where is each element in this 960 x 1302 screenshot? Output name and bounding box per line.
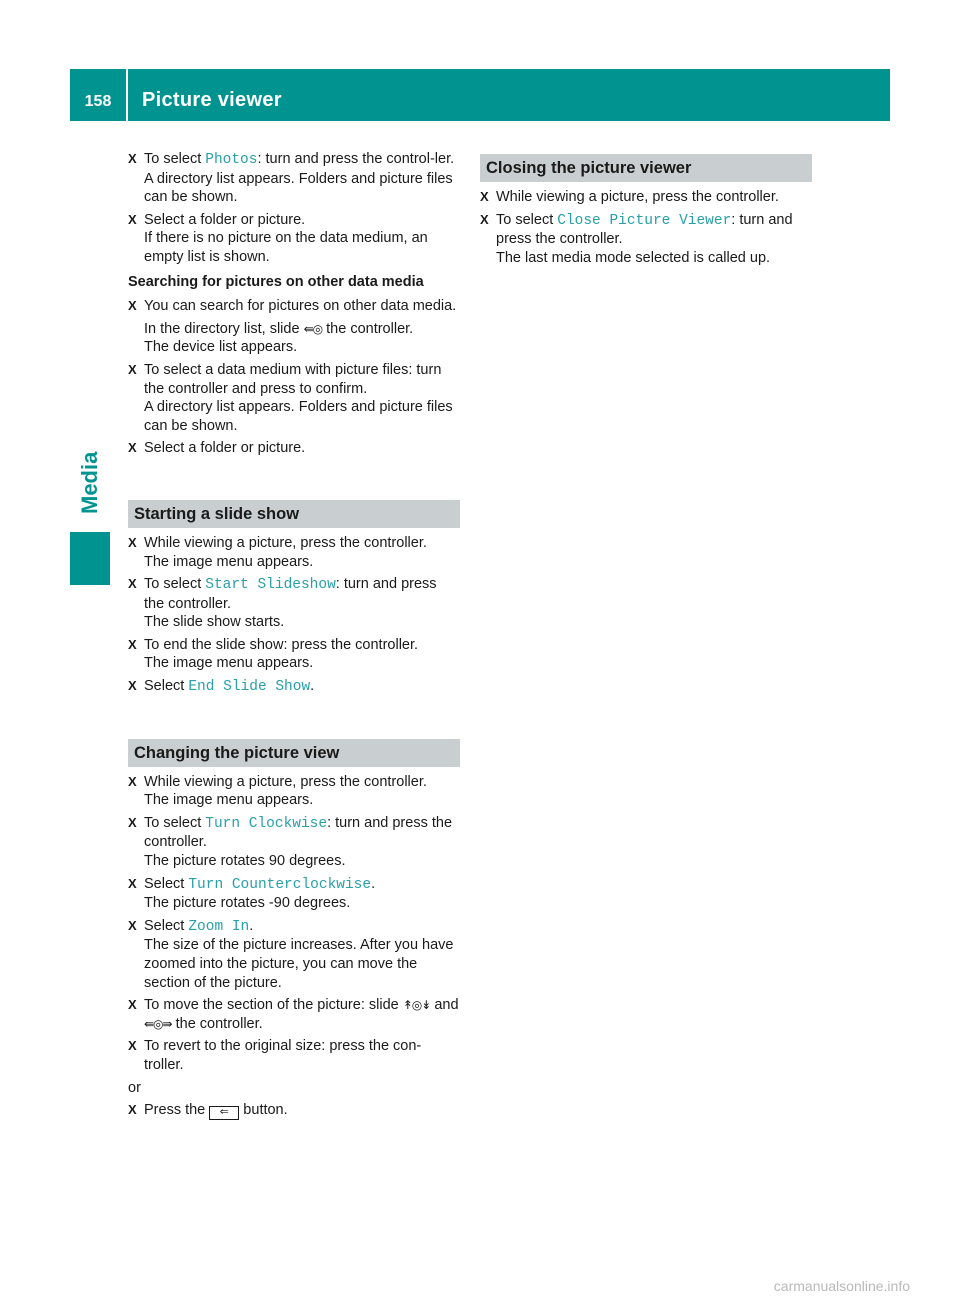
bullet-arrow-icon: X <box>128 875 137 891</box>
bullet-arrow-icon: X <box>128 576 137 592</box>
list-item: X Select Turn Counterclockwise. The picture rotates -90 degrees. <box>128 875 376 912</box>
bullet-arrow-icon: X <box>128 773 137 789</box>
bullet-arrow-icon: X <box>128 814 137 830</box>
menu-item-photos: Photos <box>205 152 258 168</box>
list-item: X To move the section of the picture: slide ↟◎↡ and ⇚◎⇛ the controller. <box>128 997 459 1032</box>
chapter-tab <box>70 435 110 585</box>
right-column <box>480 154 812 271</box>
list-item: X Select End Slide Show. <box>128 678 315 696</box>
header-divider <box>126 69 128 121</box>
page-number: 158 <box>84 93 112 110</box>
section-heading-slideshow: Starting a slide show <box>128 500 460 528</box>
menu-item-start-slideshow: Start Slideshow <box>205 577 336 594</box>
list-item: X To select Start Slideshow: turn and press the controller. The slide show starts. <box>128 576 437 631</box>
controller-slide-left-icon: ⇚◎ <box>303 321 323 336</box>
bullet-arrow-icon: X <box>128 636 137 652</box>
bullet-arrow-icon: X <box>128 211 137 227</box>
back-button-icon: ⇐ <box>209 1106 239 1120</box>
controller-slide-leftright-icon: ⇚◎⇛ <box>144 1016 172 1031</box>
subheading-searching: Searching for pictures on other data media <box>128 273 424 290</box>
list-item: X While viewing a picture, press the controller. The image menu appears. <box>128 534 427 570</box>
page-header <box>70 69 890 121</box>
menu-item-turn-counterclockwise: Turn Counterclockwise <box>188 876 372 893</box>
chapter-label: Media <box>77 451 102 515</box>
list-item: X Select Zoom In. The size of the picture increases. After you have zoomed into the picture, you can move the section of the picture. <box>128 917 454 991</box>
list-item: X Select a folder or picture. If there is no picture on the data medium, an empty list is shown. <box>128 211 428 265</box>
page-title: Picture viewer <box>142 89 282 111</box>
controller-slide-updown-icon: ↟◎↡ <box>402 998 431 1013</box>
list-item: X To select Turn Clockwise: turn and press the controller. The picture rotates 90 degrees. <box>128 814 453 870</box>
bullet-arrow-icon: X <box>128 361 137 377</box>
list-item: X To revert to the original size: press the con-troller. <box>128 1038 422 1073</box>
list-item: X You can search for pictures on other data media. In the directory list, slide ⇚◎ the controller. The device list appears. <box>128 298 457 356</box>
bullet-arrow-icon: X <box>128 1102 137 1118</box>
list-item: X To select a data medium with picture files: turn the controller and press to confirm. A directory list appears. Folders and picture files can be shown. <box>128 361 453 434</box>
watermark: carmanualsonline.info <box>773 1278 910 1294</box>
bullet-arrow-icon: X <box>480 189 489 204</box>
section-heading-closing: Closing the picture viewer <box>480 154 812 182</box>
or-text: or <box>128 1079 141 1096</box>
menu-item-turn-clockwise: Turn Clockwise <box>205 815 328 832</box>
list-item: X While viewing a picture, press the controller. The image menu appears. <box>128 773 427 809</box>
menu-item-zoom-in: Zoom In <box>188 918 250 935</box>
bullet-arrow-icon: X <box>128 997 137 1013</box>
list-item: X Select a folder or picture. <box>128 440 306 457</box>
bullet-arrow-icon: X <box>128 151 137 166</box>
bullet-arrow-icon: X <box>128 298 137 314</box>
list-item: X Press the ⇐ button. <box>128 1102 288 1119</box>
menu-item-end-slide-show: End Slide Show <box>188 679 311 696</box>
bullet-arrow-icon: X <box>128 440 137 456</box>
list-item: X While viewing a picture, press the controller. <box>480 189 779 205</box>
bullet-arrow-icon: X <box>128 1038 137 1054</box>
list-item: X To end the slide show: press the controller. The image menu appears. <box>128 636 419 672</box>
bullet-arrow-icon: X <box>128 534 137 550</box>
menu-item-close-picture-viewer: Close Picture Viewer <box>557 212 732 229</box>
bullet-arrow-icon: X <box>480 211 489 227</box>
left-column <box>128 150 460 1124</box>
bullet-arrow-icon: X <box>128 917 137 933</box>
list-item: X To select Close Picture Viewer: turn and press the controller. The last media mode selected is called up. <box>480 211 793 266</box>
list-item: X To select Photos: turn and press the control-ler. A directory list appears. Folders and picture files can be shown. <box>128 151 455 206</box>
bullet-arrow-icon: X <box>128 678 137 694</box>
section-heading-changing-view: Changing the picture view <box>128 739 460 767</box>
chapter-tab-block <box>70 532 110 585</box>
